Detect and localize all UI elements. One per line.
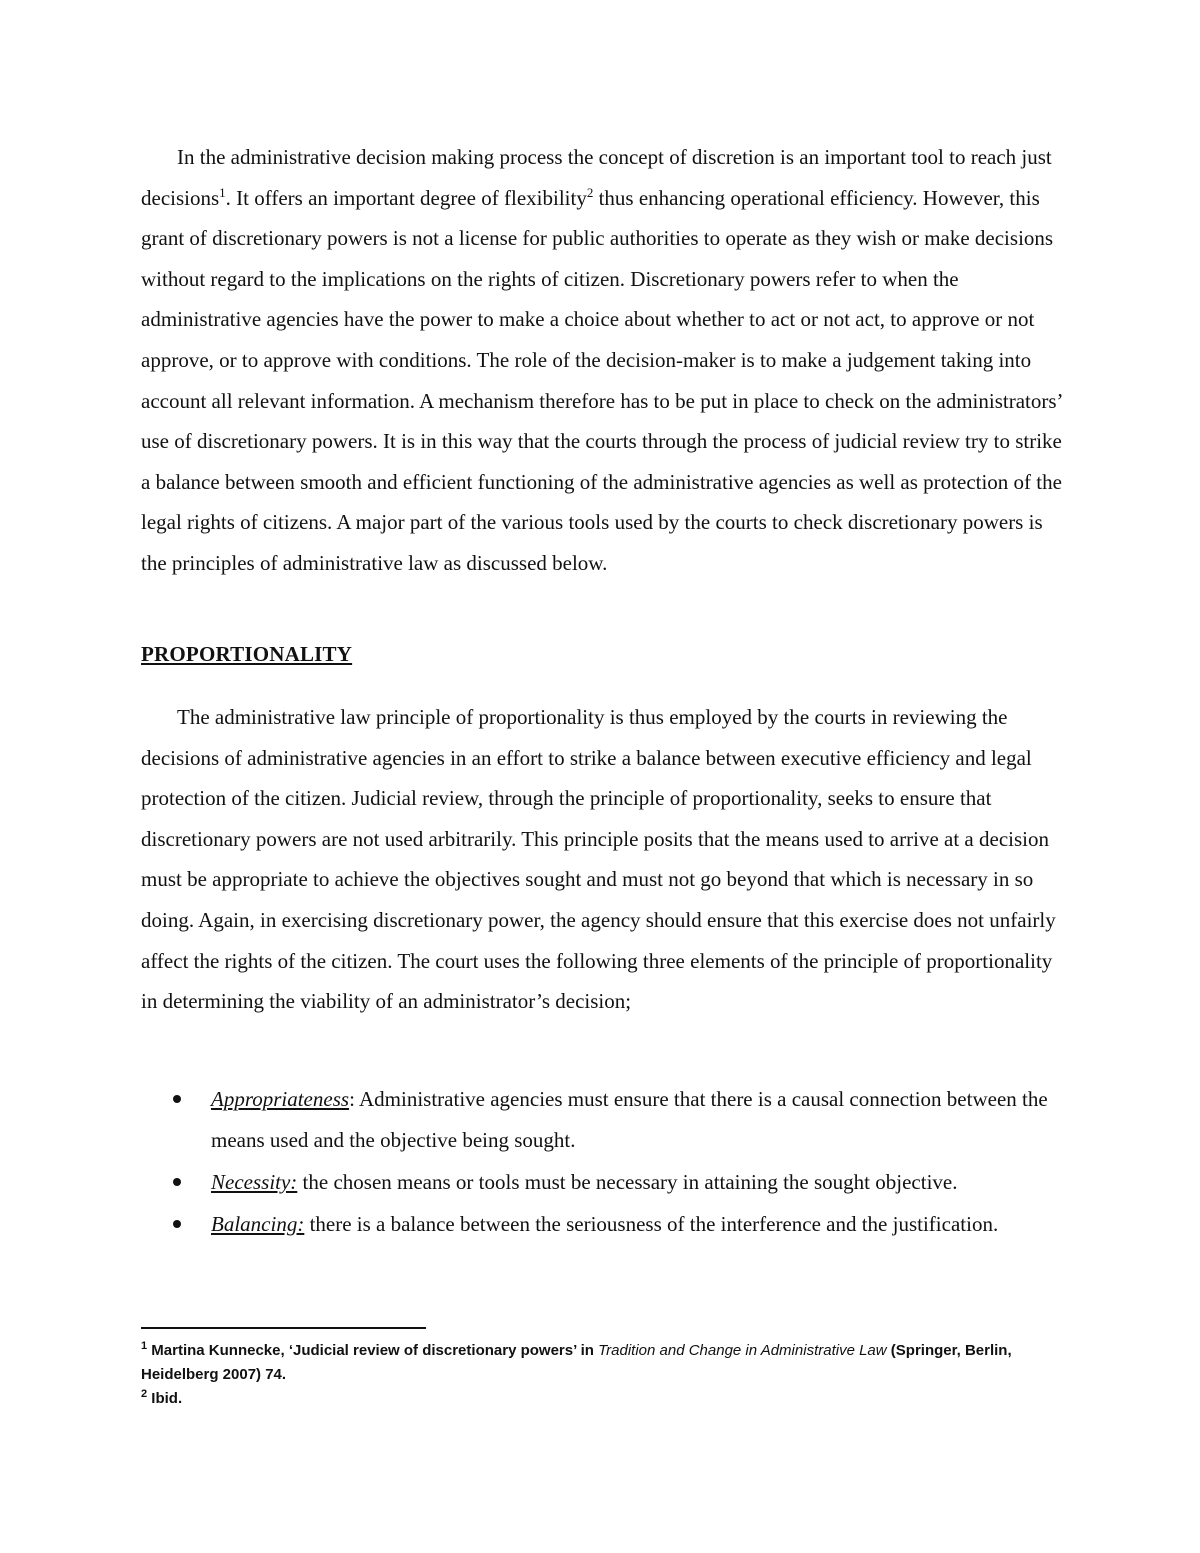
intro-paragraph: [141, 137, 1066, 584]
footnote-ref-2[interactable]: 2: [586, 184, 594, 200]
proportionality-paragraph: The administrative law principle of proportionality is thus employed by the courts in reviewing the decisions of administrative agencies in an effort to strike a balance between executive efficiency and legal protection of the citizen. Judicial review, through the principle of proportionality, seeks to ensure that discretionary powers are not used arbitrarily. This principle posits that the means used to arrive at a decision must be appropriate to achieve the objectives sought and must not go beyond that which is necessary in so doing. Again, in exercising discretionary power, the agency should ensure that this exercise does not unfairly affect the rights of the citizen. The court uses the following three elements of the principle of proportionality in determining the viability of an administrator’s decision;: [141, 705, 1056, 1014]
footnote-ref-1[interactable]: 1: [219, 184, 226, 200]
footnote-1-number: 1: [141, 1340, 148, 1352]
intro-text-2: . It offers an important degree of flexibility: [225, 185, 587, 210]
term-appropriateness: Appropriateness: [211, 1087, 350, 1111]
bullet-icon: [173, 1178, 181, 1186]
term-separator: :: [349, 1087, 359, 1111]
footnote-1-lead: Martina Kunnecke, ‘Judicial review of discretionary powers’ in: [147, 1342, 599, 1359]
intro-text-1: In the administrative decision making process the concept of discretion is an important tool to reach just decisions: [141, 145, 1052, 210]
definition-necessity: the chosen means or tools must be necessary in attaining the sought objective.: [302, 1170, 958, 1194]
footnote-divider: [141, 1327, 426, 1329]
footnote-2-number: 2: [141, 1388, 148, 1400]
bullet-icon: [173, 1220, 181, 1228]
term-balancing: Balancing:: [211, 1212, 305, 1236]
footnote-2: [141, 1387, 1081, 1411]
section-heading: PROPORTIONALITY: [141, 642, 353, 666]
list-item-appropriateness: [141, 1079, 1066, 1161]
footnotes: [141, 1339, 1081, 1411]
term-necessity: Necessity:: [211, 1170, 298, 1194]
definition-appropriateness: Administrative agencies must ensure that there is a causal connection between the means used and the objective being sought.: [211, 1087, 1048, 1152]
bullet-icon: [173, 1095, 181, 1103]
list-item-balancing: [141, 1204, 1066, 1245]
footnote-2-text: Ibid.: [147, 1390, 183, 1407]
footnote-1-title: Tradition and Change in Administrative Law: [598, 1342, 887, 1359]
list-item-necessity: [141, 1162, 1066, 1203]
footnote-1-tail: (Springer, Berlin, Heidelberg 2007) 74.: [141, 1342, 1012, 1383]
elements-list: [141, 1079, 1066, 1246]
footnote-1: [141, 1339, 1081, 1387]
intro-text-3: thus enhancing operational efficiency. However, this grant of discretionary powers is not a license for public authorities to operate as they wish or make decisions without regard to the implications on the rights of citizen. Discretionary powers refer to when the administrative agencies have the power to make a choice about whether to act or not act, to approve or not approve, or to approve with conditions. The role of the decision-maker is to make a judgement taking into account all relevant information. A mechanism therefore has to be put in place to check on the administrators’ use of discretionary powers. It is in this way that the courts through the process of judicial review try to strike a balance between smooth and efficient functioning of the administrative agencies as well as protection of the legal rights of citizens. A major part of the various tools used by the courts to check discretionary powers is the principles of administrative law as discussed below.: [141, 185, 1062, 575]
definition-balancing: there is a balance between the seriousness of the interference and the justification.: [309, 1212, 999, 1236]
